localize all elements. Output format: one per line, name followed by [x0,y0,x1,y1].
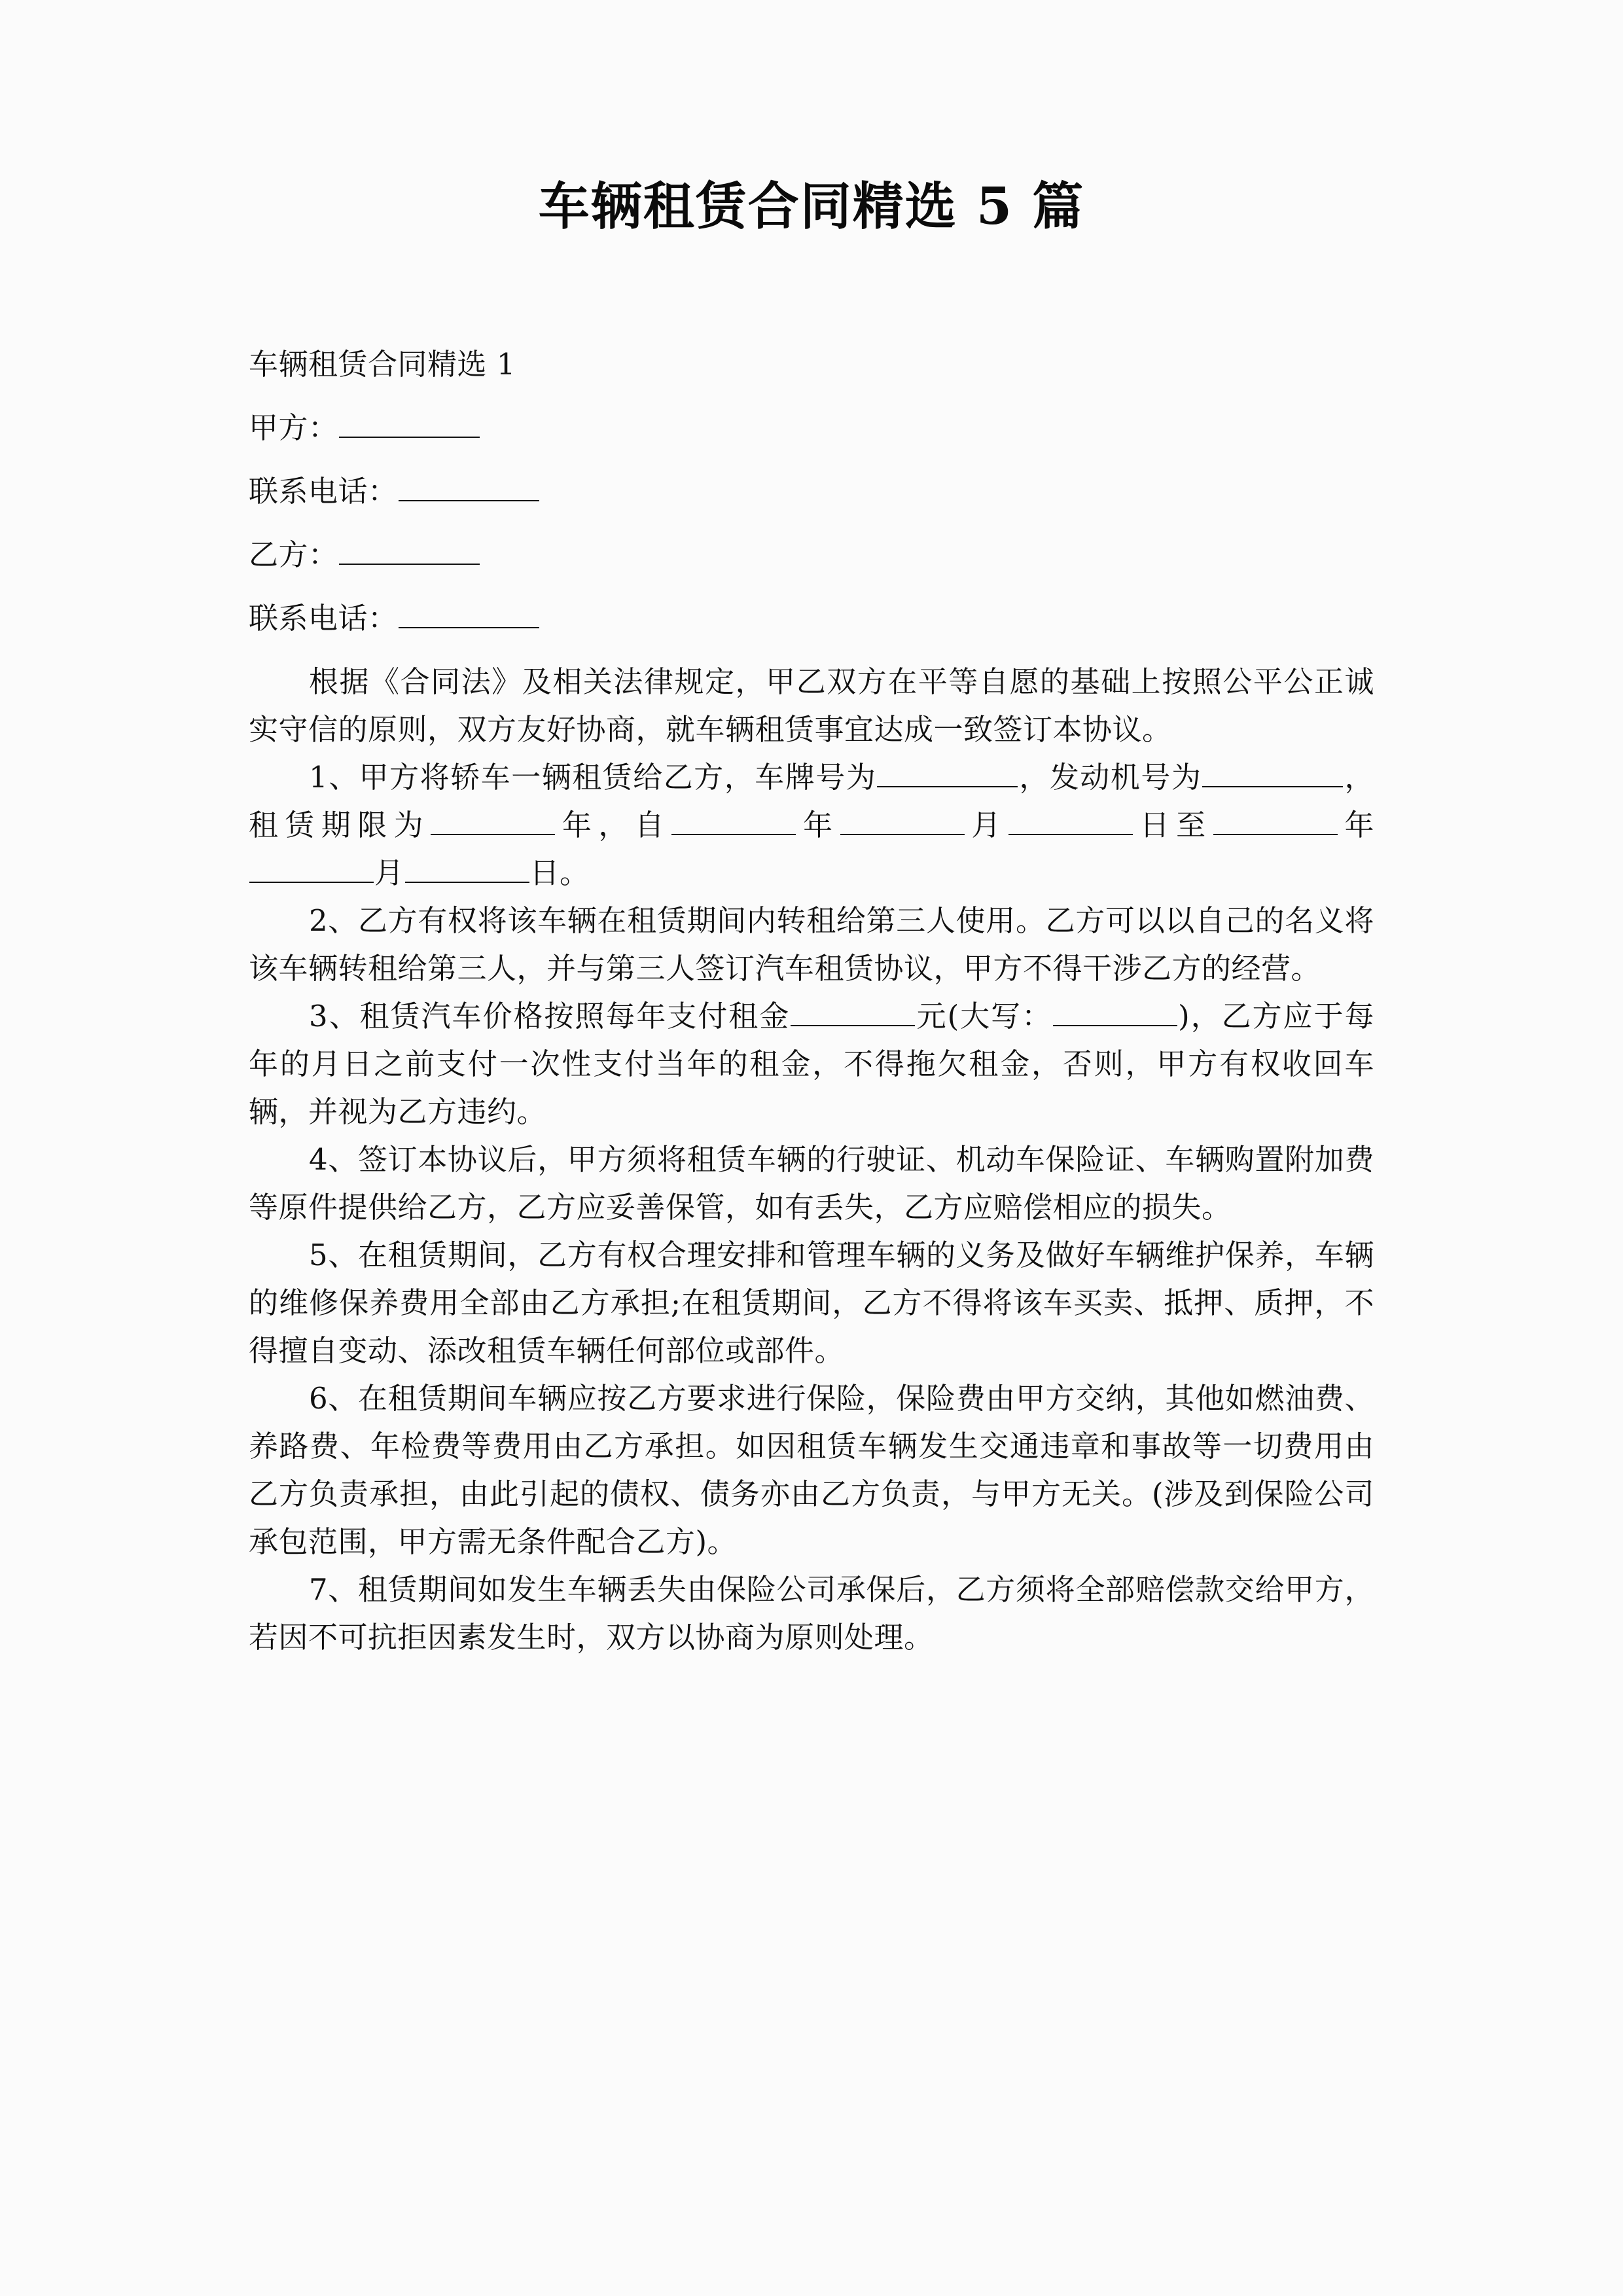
party-a-label: 甲方： [249,410,338,445]
party-b-label: 乙方： [249,537,338,572]
inline-blank-1[interactable] [791,996,915,1026]
inline-blank-9[interactable] [840,805,965,835]
document-body [249,340,1374,1661]
clause-5 [249,1231,1374,1374]
party-b-phone-label: 联系电话： [249,601,398,636]
clause-3-number: 3、 [309,999,360,1033]
party-a-phone-blank[interactable] [399,471,539,501]
clause-3 [249,992,1374,1136]
inline-text-10: 月 [965,808,1008,842]
field-party-b-phone [249,594,1374,642]
inline-text-18: 日。 [529,855,590,890]
clause-2-number: 2、 [309,903,358,938]
clause-3-segments [249,999,1374,1129]
inline-text-16: 月 [374,855,404,890]
inline-text-12: 日至 [1133,808,1213,842]
inline-text-8: 年 [796,808,840,842]
clause-5-text: 在租赁期间，乙方有权合理安排和管理车辆的义务及做好车辆维护保养，车辆的维修保养费用全部由乙方承担;在租赁期间，乙方不得将该车买卖、抵押、质押，不得擅自变动、添改租赁车辆任何部位或部件。 [249,1238,1374,1368]
inline-text-2: 元(大写： [916,999,1053,1033]
inline-blank-17[interactable] [405,853,529,883]
clause-1-number: 1、 [309,760,359,795]
inline-blank-5[interactable] [431,805,555,835]
clause-2 [249,897,1374,992]
preamble-paragraph: 根据《合同法》及相关法律规定，甲乙双方在平等自愿的基础上按照公平公正诚实守信的原则，双方友好协商，就车辆租赁事宜达成一致签订本协议。 [249,664,1374,747]
inline-text-0: 租赁汽车价格按照每年支付租金 [359,999,791,1033]
inline-blank-1[interactable] [877,757,1018,787]
party-b-phone-blank[interactable] [399,598,539,628]
clause-1-segments [249,760,1374,890]
clause-5-number: 5、 [309,1238,358,1272]
inline-blank-13[interactable] [1213,805,1338,835]
clause-6 [249,1374,1374,1566]
section-heading: 车辆租赁合同精选 1 [249,347,516,382]
inline-blank-3[interactable] [1053,996,1177,1026]
field-party-a-phone [249,467,1374,515]
inline-text-14: 年 [1338,808,1374,842]
clause-7-text: 租赁期间如发生车辆丢失由保险公司承保后，乙方须将全部赔偿款交给甲方，若因不可抗拒因素发生时，双方以协商为原则处理。 [249,1572,1374,1655]
party-a-blank[interactable] [339,408,480,438]
inline-blank-3[interactable] [1202,757,1343,787]
clause-2-text: 乙方有权将该车辆在租赁期间内转租给第三人使用。乙方可以以自己的名义将该车辆转租给第三人，并与第三人签订汽车租赁协议，甲方不得干涉乙方的经营。 [249,903,1374,986]
inline-blank-15[interactable] [249,853,374,883]
clause-4 [249,1136,1374,1231]
inline-text-6: 年，自 [556,808,671,842]
inline-text-0: 甲方将轿车一辆租赁给乙方，车牌号为 [359,760,877,795]
party-a-phone-label: 联系电话： [249,474,398,509]
clause-7 [249,1566,1374,1661]
inline-blank-7[interactable] [671,805,796,835]
party-b-blank[interactable] [339,535,480,565]
field-party-b [249,531,1374,579]
clause-4-text: 签订本协议后，甲方须将租赁车辆的行驶证、机动车保险证、车辆购置附加费等原件提供给乙方，乙方应妥善保管，如有丢失，乙方应赔偿相应的损失。 [249,1142,1374,1225]
clause-4-number: 4、 [309,1142,358,1177]
clause-6-text: 在租赁期间车辆应按乙方要求进行保险，保险费由甲方交纳，其他如燃油费、养路费、年检费等费用由乙方承担。如因租赁车辆发生交通违章和事故等一切费用由乙方负责承担，由此引起的债权、债务亦由乙方负责，与甲方无关。(涉及到保险公司承包范围，甲方需无条件配合乙方)。 [249,1381,1374,1559]
page-title: 车辆租赁合同精选 5 篇 [538,177,1085,236]
field-party-a [249,404,1374,452]
clause-7-number: 7、 [309,1572,358,1607]
inline-text-4: ，租赁期限为 [249,760,1374,842]
clause-6-number: 6、 [309,1381,358,1416]
inline-text-4: )，乙方应于每年的月日之前支付一次性支付当年的租金，不得拖欠租金，否则，甲方有权收回车辆，并视为乙方违约。 [249,999,1374,1129]
inline-blank-11[interactable] [1008,805,1133,835]
inline-text-2: ，发动机号为 [1018,760,1202,795]
clause-1 [249,753,1374,897]
